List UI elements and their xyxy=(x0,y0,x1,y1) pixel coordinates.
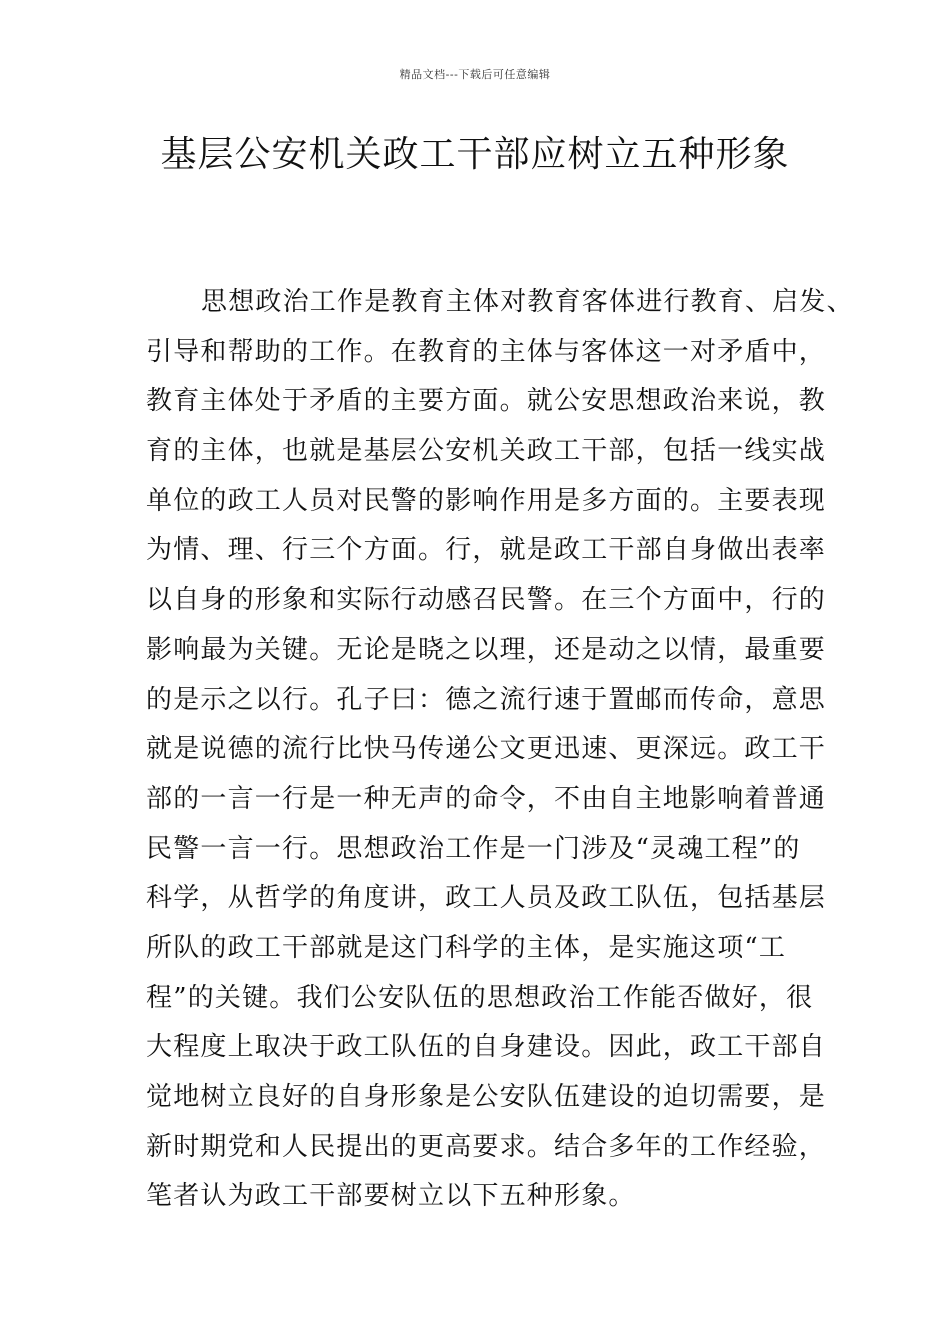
paragraph-line: 新时期党和人民提出的更高要求。结合多年的工作经验， xyxy=(146,1131,827,1162)
paragraph-line: 单位的政工人员对民警的影响作用是多方面的。主要表现 xyxy=(146,485,827,516)
paragraph-line: 的是示之以行。孔子曰：德之流行速于置邮而传命，意思 xyxy=(146,684,827,715)
paragraph-line: 觉地树立良好的自身形象是公安队伍建设的迫切需要，是 xyxy=(146,1082,827,1112)
paragraph-line: 大程度上取决于政工队伍的自身建设。因此，政工干部自 xyxy=(146,1032,827,1063)
paragraph-line: 部的一言一行是一种无声的命令，不由自主地影响着普通 xyxy=(146,783,827,814)
paragraph-line: 为情、理、行三个方面。行，就是政工干部自身做出表率 xyxy=(146,535,827,566)
paragraph-line: 思想政治工作是教育主体对教育客体进行教育、启发、 xyxy=(201,287,854,317)
paragraph-line: 就是说德的流行比快马传递公文更迅速、更深远。政工干 xyxy=(146,734,827,765)
paragraph-line: 程”的关键。我们公安队伍的思想政治工作能否做好，很 xyxy=(146,982,814,1013)
paragraph-line: 影响最为关键。无论是晓之以理，还是动之以情，最重要 xyxy=(146,634,827,665)
document-title: 基层公安机关政工干部应树立五种形象 xyxy=(160,134,790,175)
paragraph-line: 教育主体处于矛盾的主要方面。就公安思想政治来说，教 xyxy=(146,386,827,417)
paragraph-line: 民警一言一行。思想政治工作是一门涉及“灵魂工程”的 xyxy=(146,833,801,864)
paragraph-line: 以自身的形象和实际行动感召民警。在三个方面中，行的 xyxy=(146,585,827,616)
header-note: 精品文档---下载后可任意编辑 xyxy=(399,68,551,81)
body-paragraph xyxy=(146,282,854,1226)
paragraph-line: 所队的政工干部就是这门科学的主体，是实施这项“工 xyxy=(146,932,787,963)
paragraph-line: 引导和帮助的工作。在教育的主体与客体这一对矛盾中， xyxy=(146,336,827,367)
paragraph-line: 笔者认为政工干部要树立以下五种形象。 xyxy=(146,1181,636,1212)
paragraph-line: 育的主体，也就是基层公安机关政工干部，包括一线实战 xyxy=(146,436,827,467)
paragraph-line: 科学，从哲学的角度讲，政工人员及政工队伍，包括基层 xyxy=(146,883,827,914)
